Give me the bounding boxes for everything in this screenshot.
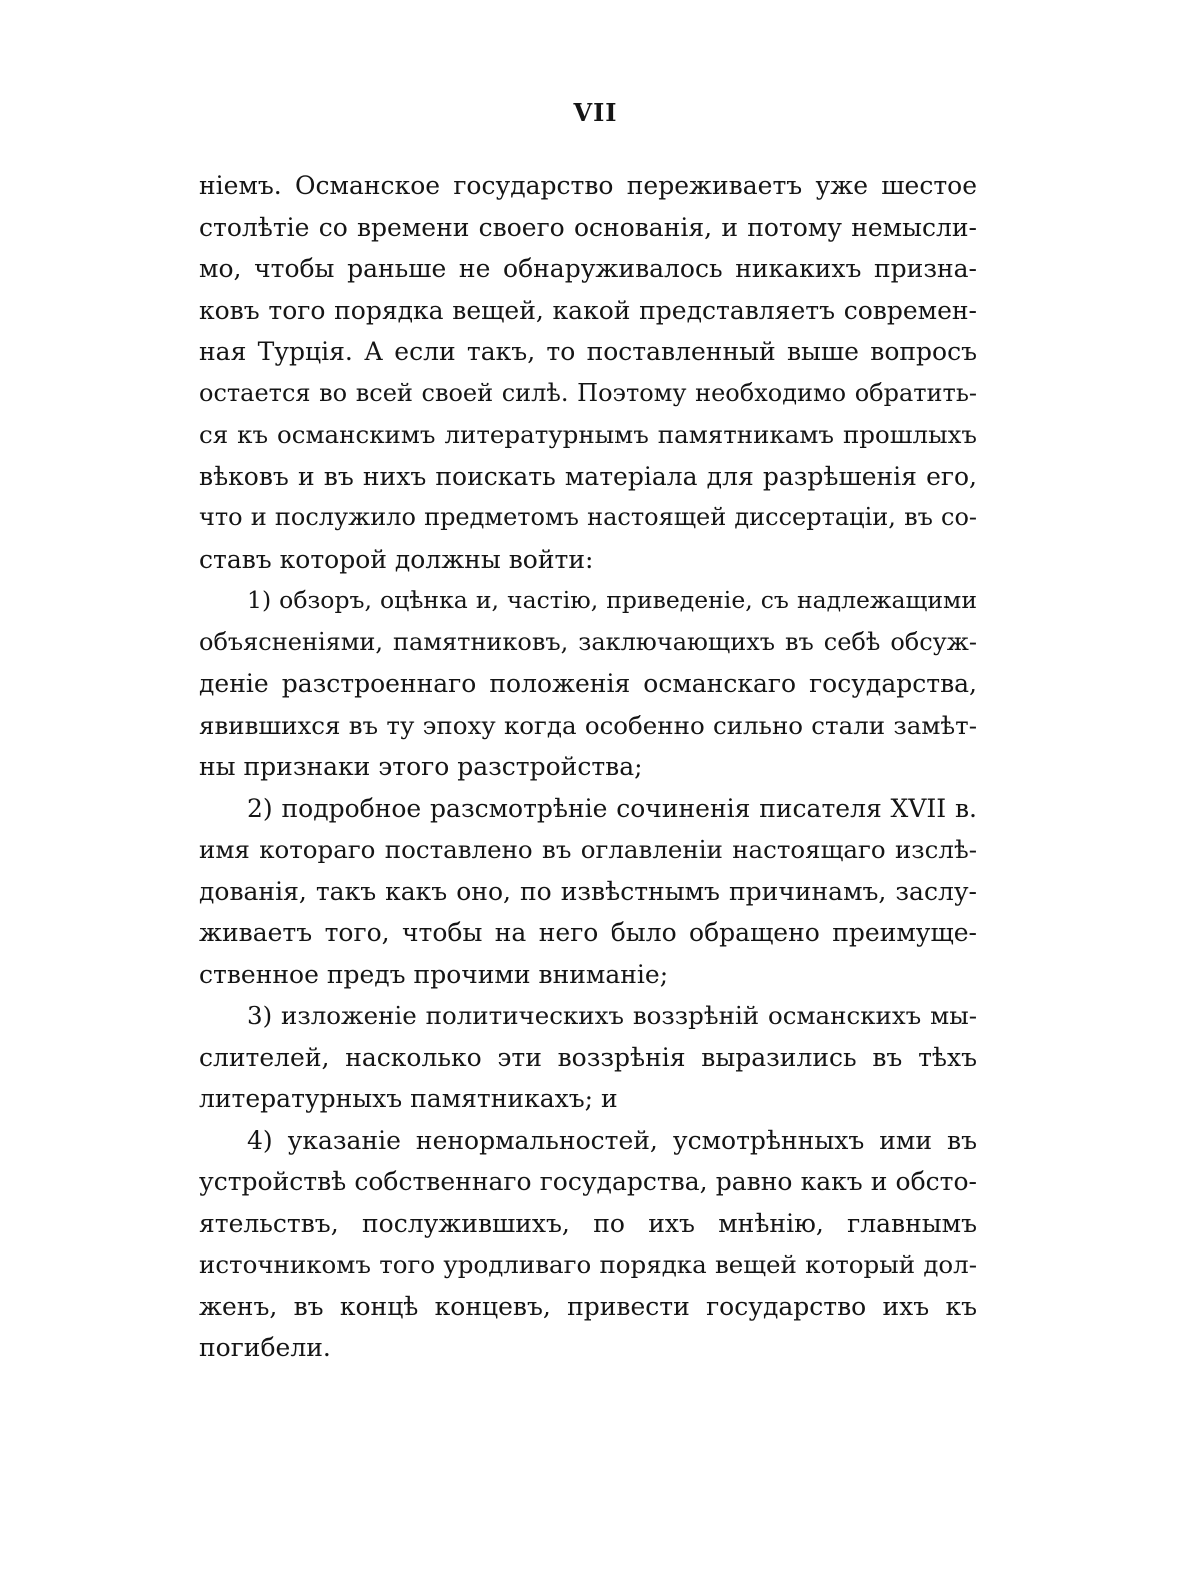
text-line: литературныхъ памятникахъ; и [199,1084,618,1113]
text-line: столѣтіе со времени своего основанія, и потому немысли- [199,212,977,242]
text-line: мо, чтобы раньше не обнаруживалось никакихъ призна- [199,254,977,283]
text-line: 3) изложеніе политическихъ воззрѣній османскихъ мы- [247,1001,977,1030]
text-line: явившихся въ ту эпоху когда особенно сильно стали замѣт- [199,710,977,740]
text-line: устройствѣ собственнаго государства, равно какъ и обсто- [199,1167,977,1196]
text-line: вѣковъ и въ нихъ поискать матеріала для разрѣшенія его, [199,461,977,491]
body-text [199,165,977,1369]
text-line: 4) указаніе ненормальностей, усмотрѣнныхъ ими въ [247,1125,977,1155]
text-line: ставъ которой должны войти: [199,544,594,574]
text-line: объясненіями, памятниковъ, заключающихъ въ себѣ обсуж- [199,627,977,656]
text-line: деніе разстроеннаго положенія османскаго государства, [199,669,977,698]
text-line: ная Турція. А если такъ, то поставленный выше вопросъ [199,337,977,366]
text-line: ны признаки этого разстройства; [199,752,643,781]
text-line: имя котораго поставлено въ оглавленіи настоящаго изслѣ- [199,835,977,864]
text-line: что и послужило предметомъ настоящей диссертаціи, въ со- [199,503,977,531]
text-line: женъ, въ концѣ концевъ, привести государство ихъ къ [199,1291,977,1321]
text-line: остается во всей своей силѣ. Поэтому необходимо обратить- [199,378,977,407]
text-line: слителей, насколько эти воззрѣнія выразились въ тѣхъ [199,1042,977,1072]
text-line: ніемъ. Османское государство переживаетъ уже шестое [199,171,977,200]
text-line: ся къ османскимъ литературнымъ памятникамъ прошлыхъ [199,420,977,449]
text-line: ковъ того порядка вещей, какой представляетъ современ- [199,295,977,325]
text-line: источникомъ того уродливаго порядка вещей который дол- [199,1250,977,1279]
text-line: живаетъ того, чтобы на него было обращено преимуще- [199,918,977,947]
text-line: 1) обзоръ, оцѣнка и, частію, приведеніе, съ надлежащими [247,586,977,614]
text-line: погибели. [199,1333,331,1362]
text-line: 2) подробное разсмотрѣніе сочиненія писателя XVII в. [247,793,977,823]
text-line: дованія, такъ какъ оно, по извѣстнымъ причинамъ, заслу- [199,876,977,906]
text-line: ственное предъ прочими вниманіе; [199,959,669,989]
page-number: VII [573,98,618,127]
text-line: ятельствъ, послужившихъ, по ихъ мнѣнію, главнымъ [199,1208,977,1238]
